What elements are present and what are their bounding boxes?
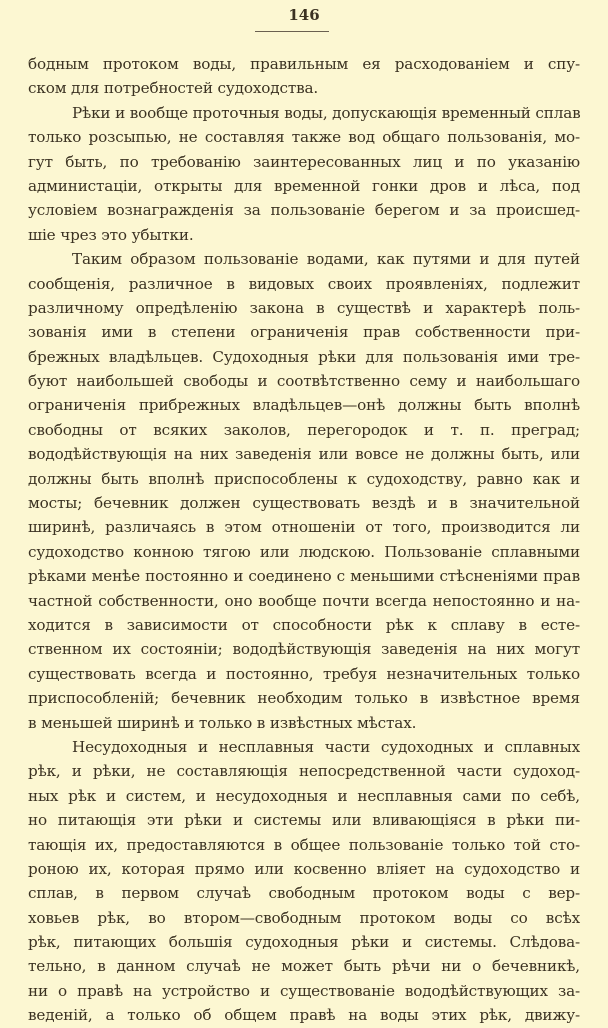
text-line: гут быть, по требованію заинтересованных лиц и по указанію	[28, 152, 580, 171]
text-line: тающія их, предоставляются в общее пользованіе только той сто-	[28, 835, 580, 854]
text-line: судоходство конною тягою или людскою. Пользованіе сплавными	[28, 542, 580, 561]
text-line: только розсыпью, не составляя также вод общаго пользованія, мо-	[28, 128, 580, 147]
text-line: условіем вознагражденія за пользованіе берегом и за происшед-	[28, 201, 580, 220]
text-line: приспособленій; бечевник необходим только в извѣстное время	[28, 689, 580, 708]
text-line: ховьев рѣк, во втором—свободным протоком воды со всѣх	[28, 908, 580, 927]
paragraph	[28, 101, 580, 247]
text-line: ственном их состояніи; вододѣйствующія заведенія на них могут	[28, 640, 580, 659]
text-line: ском для потребностей судоходства.	[28, 79, 319, 98]
text-line: роною их, которая прямо или косвенно вліяет на судоходство и	[28, 859, 580, 878]
text-line: мосты; бечевник должен существовать вездѣ и в значительной	[28, 494, 580, 513]
text-line: но питающія эти рѣки и системы или вливающіяся в рѣки пи-	[28, 811, 580, 830]
text-line: свободны от всяких заколов, перегородок и т. п. преград;	[28, 420, 580, 439]
text-line: веденій, а только об общем правѣ на воды этих рѣк, движу-	[28, 1006, 580, 1025]
text-line: частной собственности, оно вообще почти всегда непостоянно и на-	[28, 591, 580, 610]
text-line: ходится в зависимости от способности рѣк к сплаву в есте-	[28, 615, 580, 634]
text-line: существовать всегда и постоянно, требуя незначительных только	[28, 664, 580, 683]
text-line: различному опредѣленію закона в существѣ и характерѣ поль-	[28, 298, 580, 317]
text-line: бодным протоком воды, правильным ея расходованіем и спу-	[28, 55, 580, 73]
text-line: в меньшей ширинѣ и только в извѣстных мѣстах.	[28, 713, 417, 732]
text-line: зованія ими в степени ограниченія прав собственности при-	[28, 323, 580, 342]
text-line: ных рѣк и систем, и несудоходныя и несплавныя сами по себѣ,	[28, 786, 580, 805]
text-line: должны быть вполнѣ приспособлены к судоходству, равно как и	[28, 469, 580, 488]
text-line: ограниченія прибрежных владѣльцев—онѣ должны быть вполнѣ	[28, 396, 580, 415]
text-line: Таким образом пользованіе водами, как путями и для путей	[72, 250, 580, 269]
text-line: Несудоходныя и несплавныя части судоходных и сплавных	[72, 737, 580, 756]
body-text	[28, 52, 580, 1028]
text-line: рѣк, и рѣки, не составляющія непосредственной части судоход-	[28, 762, 580, 781]
text-line: буют наибольшей свободы и соотвѣтственно сему и наибольшаго	[28, 372, 580, 391]
text-line: сообщенія, различное в видовых своих проявленіях, подлежит	[28, 274, 580, 293]
paragraph	[28, 247, 580, 735]
text-line: сплав, в первом случаѣ свободным протоком воды с вер-	[28, 884, 580, 903]
header-rule	[255, 31, 329, 32]
paragraph	[28, 735, 580, 1028]
text-line: Рѣки и вообще проточныя воды, допускающія временный сплав	[72, 103, 581, 122]
text-line: ширинѣ, различаясь в этом отношеніи от того, производится ли	[28, 518, 580, 537]
text-line: ни о правѣ на устройство и существованіе вододѣйствующих за-	[28, 981, 580, 1000]
paragraph	[28, 52, 580, 101]
text-line: брежных владѣльцев. Судоходныя рѣки для пользованія ими тре-	[28, 347, 580, 366]
text-line: вододѣйствующія на них заведенія или вовсе не должны быть, или	[28, 445, 580, 464]
text-line: рѣк, питающих большія судоходныя рѣки и системы. Слѣдова-	[28, 933, 580, 952]
page-number: 146	[288, 6, 320, 24]
text-line: администаціи, открыты для временной гонки дров и лѣса, под	[28, 176, 580, 195]
text-line: рѣками менѣе постоянно и соединено с меньшими стѣсненіями прав	[28, 567, 580, 586]
text-line: шіе чрез это убытки.	[28, 225, 194, 244]
text-line: тельно, в данном случаѣ не может быть рѣчи ни о бечевникѣ,	[28, 957, 580, 976]
